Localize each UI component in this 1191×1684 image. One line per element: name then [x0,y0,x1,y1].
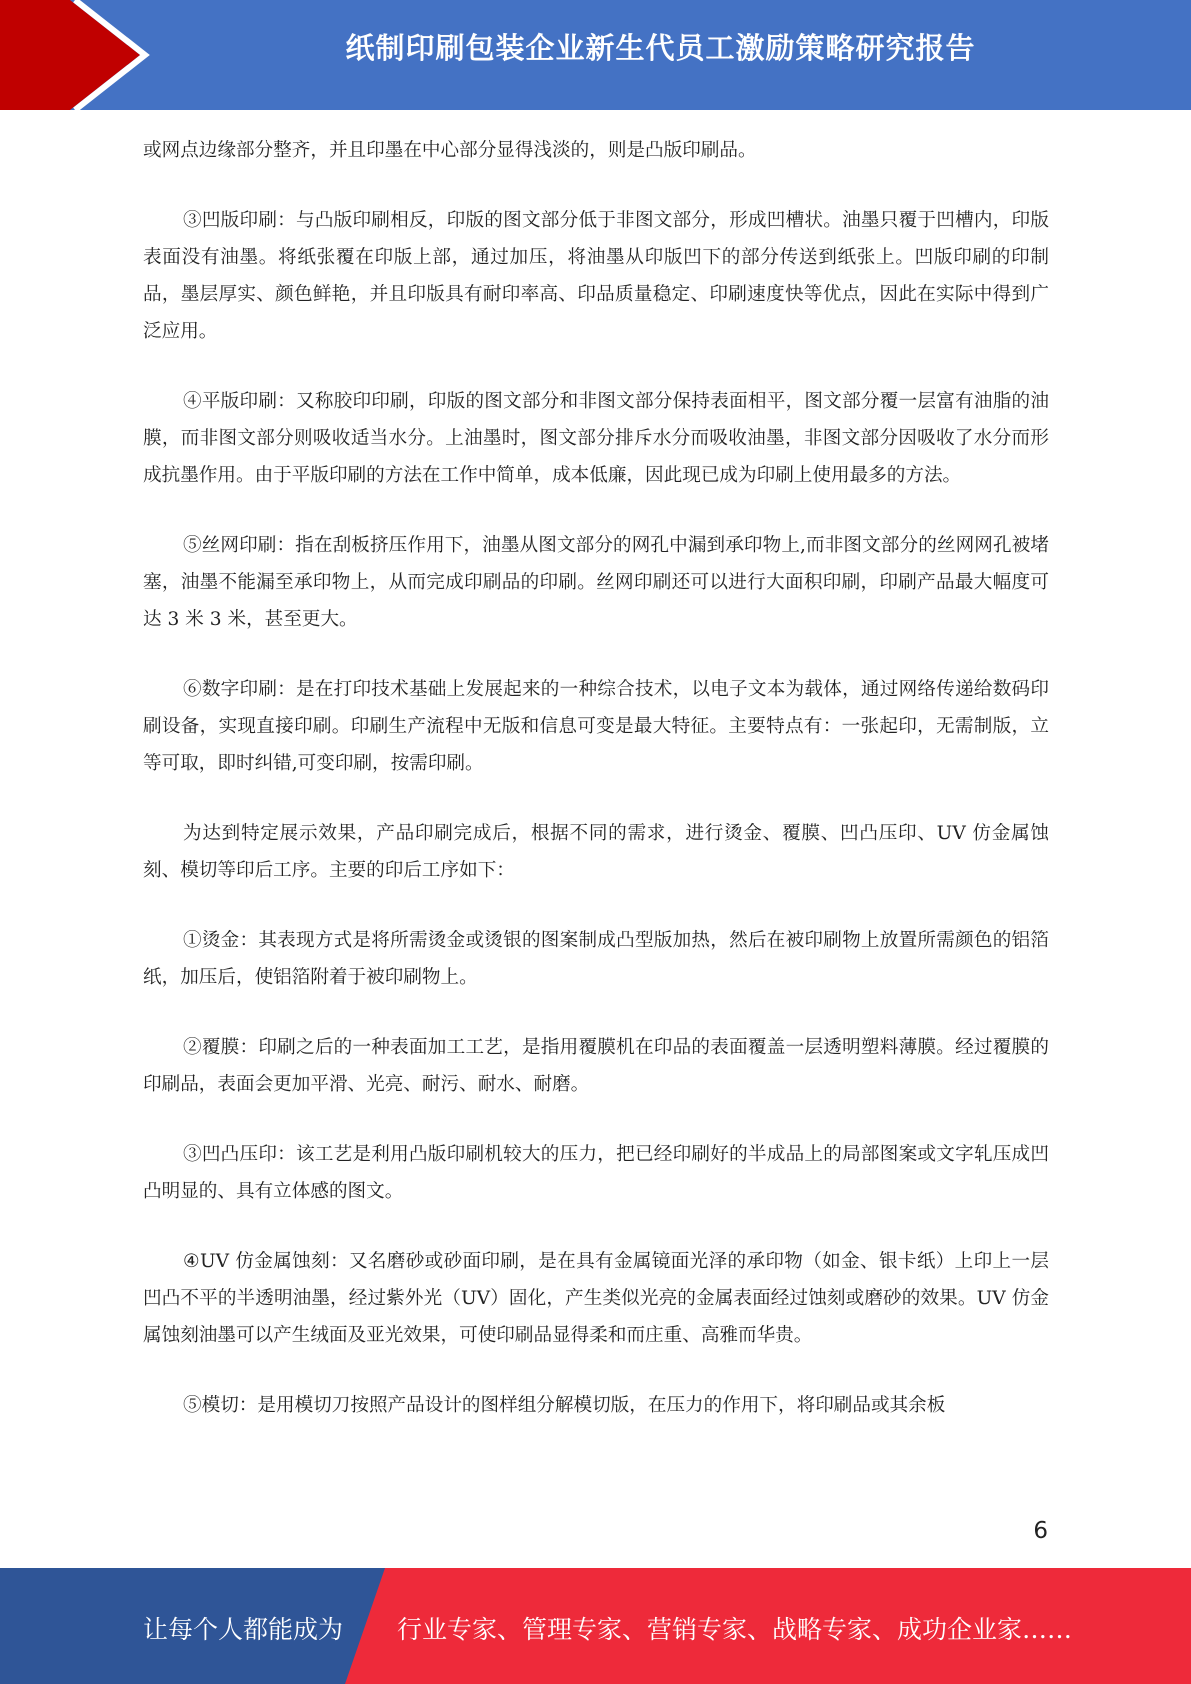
page-header [0,0,1191,110]
paragraph: ⑤模切：是用模切刀按照产品设计的图样组分解模切版，在压力的作用下，将印刷品或其余板 [183,1395,946,1416]
paragraph: 或网点边缘部分整齐，并且印墨在中心部分显得浅淡的，则是凸版印刷品。 [143,140,757,161]
paragraph: ④平版印刷：又称胶印印刷，印版的图文部分和非图文部分保持表面相平，图文部分覆一层富有油脂的油膜，而非图文部分则吸收适当水分。上油墨时，图文部分排斥水分而吸收油墨，非图文部分因吸收了水分而形成抗墨作用。由于平版印刷的方法在工作中简单，成本低廉，因此现已成为印刷上使用最多的方法。 [143,391,1049,486]
paragraph: ④UV 仿金属蚀刻：又名磨砂或砂面印刷，是在具有金属镜面光泽的承印物（如金、银卡纸）上印上一层凹凸不平的半透明油墨，经过紫外光（UV）固化，产生类似光亮的金属表面经过蚀刻或磨砂的效果。UV 仿金属蚀刻油墨可以产生绒面及亚光效果，可使印刷品显得柔和而庄重、高雅而华贵。 [143,1251,1049,1346]
paragraph: ⑤丝网印刷：指在刮板挤压作用下，油墨从图文部分的网孔中漏到承印物上,而非图文部分的丝网网孔被堵塞，油墨不能漏至承印物上，从而完成印刷品的印刷。丝网印刷还可以进行大面积印刷，印刷产品最大幅度可达 3 米 3 米，甚至更大。 [143,535,1049,630]
header-title: 纸制印刷包装企业新生代员工激励策略研究报告 [345,31,976,65]
paragraph: ③凹凸压印：该工艺是利用凸版印刷机较大的压力，把已经印刷好的半成品上的局部图案或文字轧压成凹凸明显的、具有立体感的图文。 [143,1144,1049,1202]
page-number: 6 [1033,1518,1048,1544]
paragraph: ①烫金：其表现方式是将所需烫金或烫银的图案制成凸型版加热，然后在被印刷物上放置所需颜色的铝箔纸，加压后，使铝箔附着于被印刷物上。 [143,930,1049,988]
footer-slogan-right: 行业专家、管理专家、营销专家、战略专家、成功企业家…… [397,1615,1073,1644]
paragraph: 为达到特定展示效果，产品印刷完成后，根据不同的需求，进行烫金、覆膜、凹凸压印、UV 仿金属蚀刻、模切等印后工序。主要的印后工序如下： [143,823,1049,881]
paragraph: ②覆膜：印刷之后的一种表面加工工艺，是指用覆膜机在印品的表面覆盖一层透明塑料薄膜。经过覆膜的印刷品，表面会更加平滑、光亮、耐污、耐水、耐磨。 [143,1037,1049,1095]
footer-slogan-left: 让每个人都能成为 [143,1615,344,1644]
page-footer [0,1568,1191,1684]
document-body [143,132,1049,1457]
paragraph: ⑥数字印刷：是在打印技术基础上发展起来的一种综合技术，以电子文本为载体，通过网络传递给数码印刷设备，实现直接印刷。印刷生产流程中无版和信息可变是最大特征。主要特点有：一张起印，无需制版，立等可取，即时纠错,可变印刷，按需印刷。 [143,679,1049,774]
paragraph: ③凹版印刷：与凸版印刷相反，印版的图文部分低于非图文部分，形成凹槽状。油墨只覆于凹槽内，印版表面没有油墨。将纸张覆在印版上部，通过加压，将油墨从印版凹下的部分传送到纸张上。凹版印刷的印制品，墨层厚实、颜色鲜艳，并且印版具有耐印率高、印品质量稳定、印刷速度快等优点，因此在实际中得到广泛应用。 [143,210,1049,342]
